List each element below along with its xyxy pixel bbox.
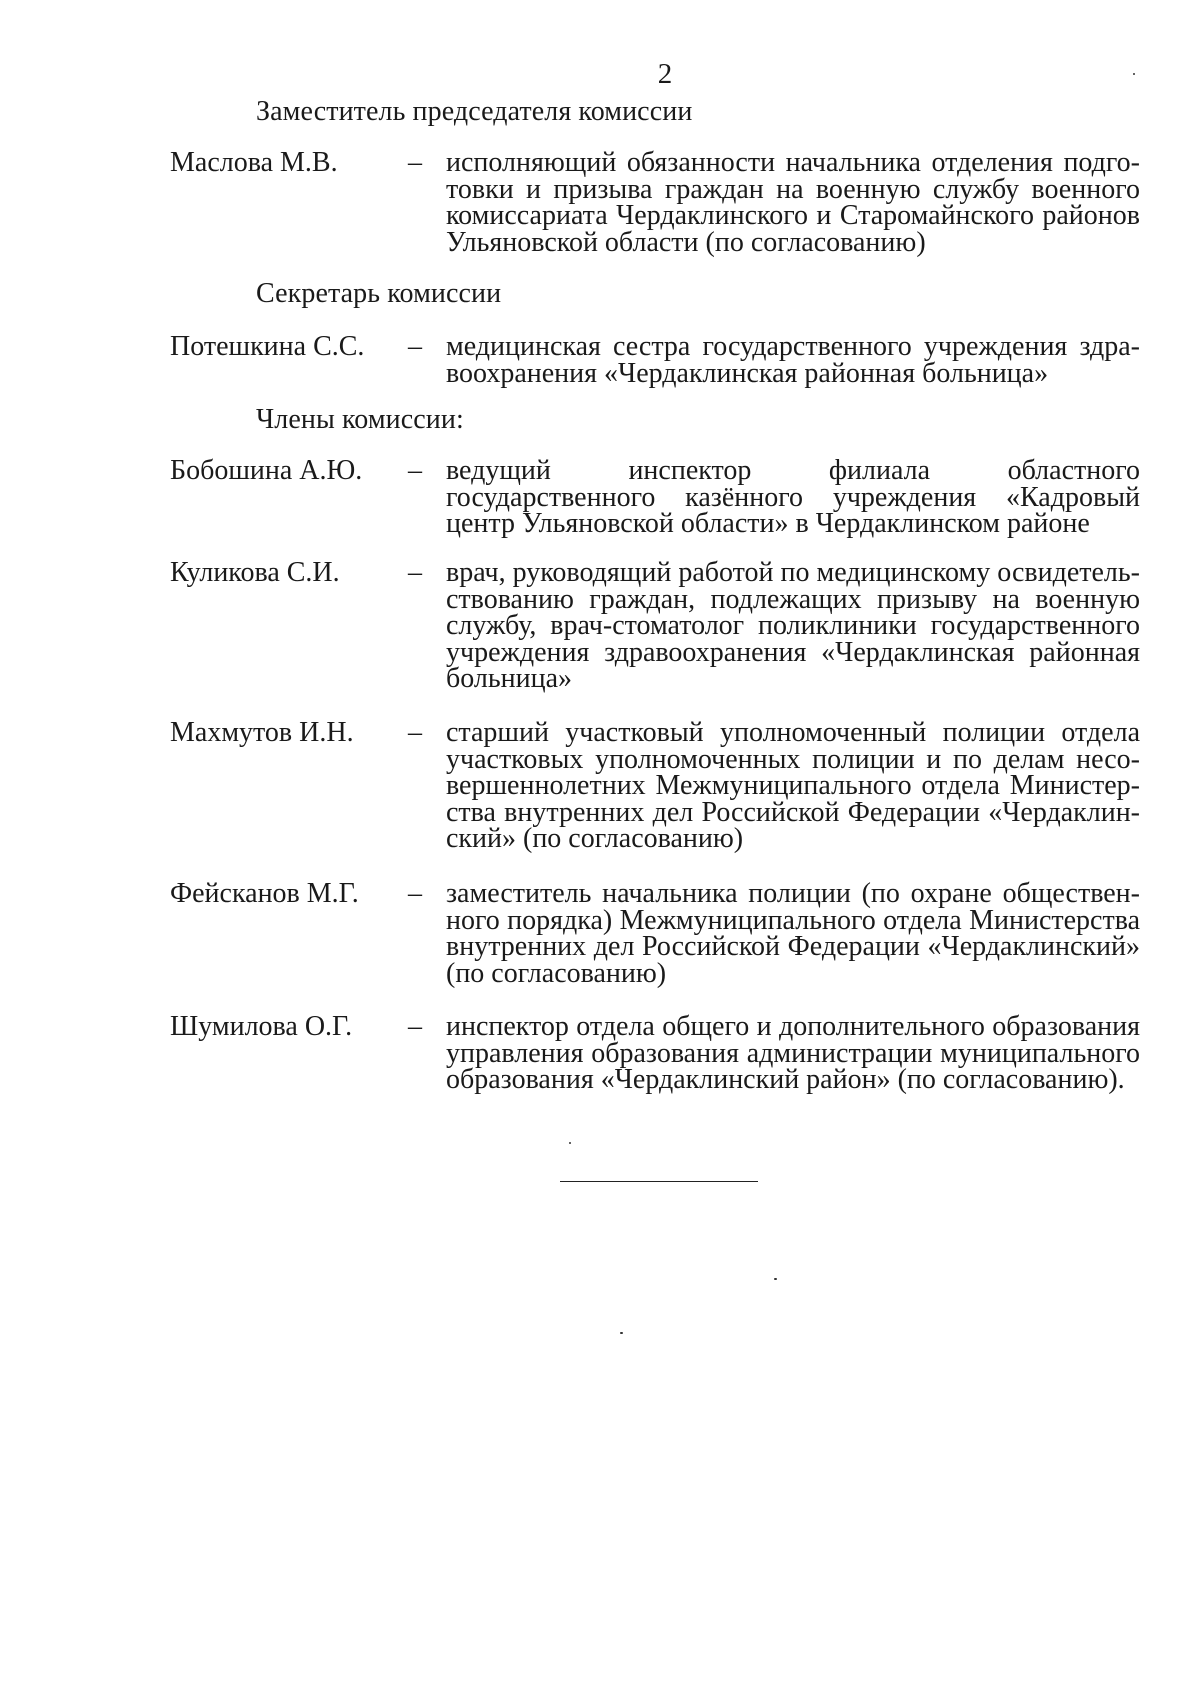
dash-separator: – bbox=[408, 331, 422, 362]
member-name: Шумилова О.Г. bbox=[170, 1011, 353, 1042]
member-description: старший участковый уполномоченный полиции отдела участковых уполномоченных полиции и по делам несовершеннолетних Межмуниципального отдела Министерства внутренних дел Российской Федерации «Чердаклинский» (по согласованию) bbox=[446, 717, 1140, 854]
secretary-entry bbox=[170, 331, 1140, 389]
member-entry bbox=[170, 878, 1140, 989]
scan-speck bbox=[620, 1332, 623, 1334]
member-name: Махмутов И.Н. bbox=[170, 717, 354, 748]
scan-speck bbox=[774, 1278, 777, 1280]
member-entry bbox=[170, 557, 1140, 694]
member-name: Куликова С.И. bbox=[170, 557, 340, 588]
closing-rule bbox=[560, 1181, 758, 1182]
member-name: Маслова М.В. bbox=[170, 147, 338, 178]
deputy-chair-entry bbox=[170, 147, 1140, 258]
scan-speck bbox=[1133, 73, 1135, 75]
member-entry bbox=[170, 1011, 1140, 1095]
secretary-heading: Секретарь комиссии bbox=[256, 278, 502, 309]
dash-separator: – bbox=[408, 455, 422, 486]
member-name: Потешкина С.С. bbox=[170, 331, 365, 362]
dash-separator: – bbox=[408, 147, 422, 178]
member-description: ведущий инспектор филиала областного государственного казённого учреждения «Кадровый центр Ульяновской области» в Чердаклинском районе bbox=[446, 455, 1140, 539]
members-heading: Члены комиссии: bbox=[256, 404, 464, 435]
dash-separator: – bbox=[408, 557, 422, 588]
scan-speck bbox=[569, 1142, 571, 1144]
dash-separator: – bbox=[408, 1011, 422, 1042]
deputy-chair-heading: Заместитель председателя комиссии bbox=[256, 96, 693, 127]
member-description: исполняющий обязанности начальника отделения подготовки и призыва граждан на военную службу военного комиссариата Чердаклинского и Старомайнского районов Ульяновской области (по согласованию) bbox=[446, 147, 1140, 258]
member-name: Фейсканов М.Г. bbox=[170, 878, 359, 909]
dash-separator: – bbox=[408, 878, 422, 909]
member-description: инспектор отдела общего и дополнительного образования управления образования администрации муниципального образования «Чердаклинский район» (по согласованию). bbox=[446, 1011, 1140, 1095]
page-number: 2 bbox=[657, 58, 673, 90]
member-entry bbox=[170, 455, 1140, 539]
member-description: врач, руководящий работой по медицинскому освидетельствованию граждан, подлежащих призыву на военную службу, врач-стоматолог поликлиники государственного учреждения здравоохранения «Чердаклинская районная больница» bbox=[446, 557, 1140, 694]
member-entry bbox=[170, 717, 1140, 854]
member-description: заместитель начальника полиции (по охране общественного порядка) Межмуниципального отдела Министерства внутренних дел Российской Федерации «Чердаклинский» (по согласованию) bbox=[446, 878, 1140, 989]
dash-separator: – bbox=[408, 717, 422, 748]
member-name: Бобошина А.Ю. bbox=[170, 455, 363, 486]
member-description: медицинская сестра государственного учреждения здравоохранения «Чердаклинская районная больница» bbox=[446, 331, 1140, 389]
